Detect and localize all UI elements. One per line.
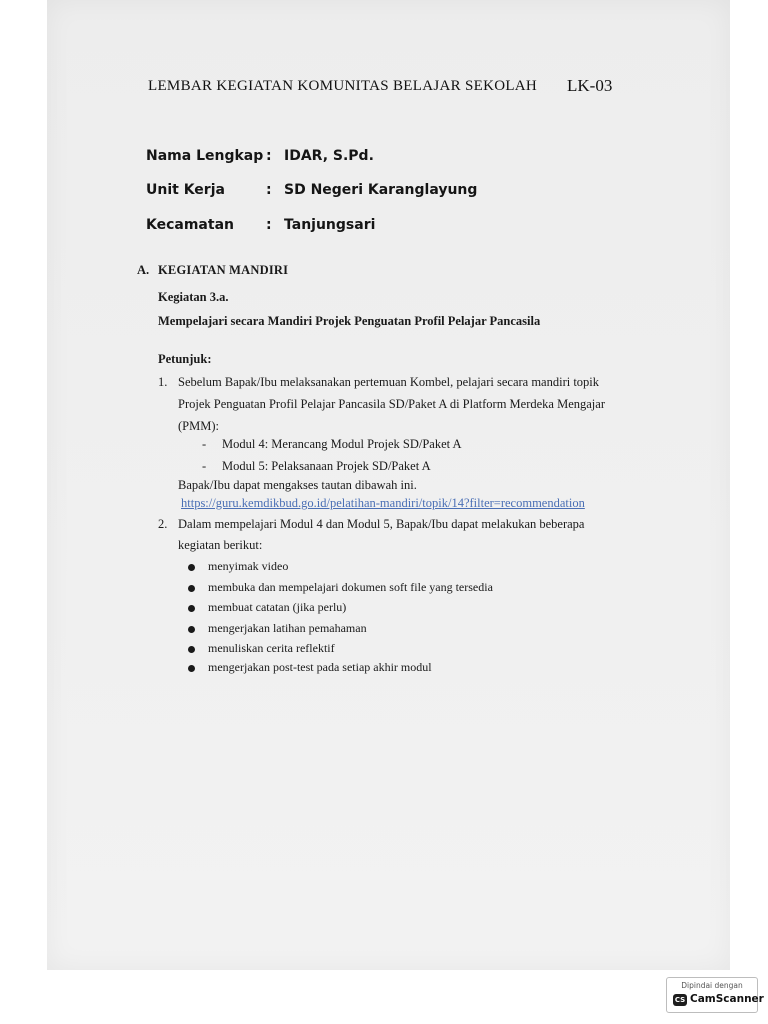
- bullet-icon: [188, 605, 195, 612]
- access-note: Bapak/Ibu dapat mengakses tautan dibawah ini.: [178, 478, 417, 492]
- identity-label: Kecamatan: [146, 217, 234, 233]
- dash-marker: -: [202, 437, 207, 451]
- identity-row-unit: [146, 182, 477, 198]
- instruction-line: Projek Penguatan Profil Pelajar Pancasila SD/Paket A di Platform Merdeka Mengajar: [178, 397, 605, 411]
- activity-item: mengerjakan post-test pada setiap akhir modul: [208, 660, 432, 674]
- module-item: Modul 5: Pelaksanaan Projek SD/Paket A: [222, 459, 431, 473]
- activity-item: menyimak video: [208, 559, 289, 573]
- pmm-link[interactable]: https://guru.kemdikbud.go.id/pelatihan-mandiri/topik/14?filter=recommendation: [181, 496, 585, 510]
- identity-row-name: [146, 148, 374, 164]
- camscanner-badge: [666, 977, 764, 1013]
- activity-label: Kegiatan 3.a.: [158, 290, 229, 304]
- activity-item: membuat catatan (jika perlu): [208, 600, 347, 614]
- document-code: LK-03: [567, 76, 613, 95]
- identity-label: Unit Kerja: [146, 182, 225, 198]
- activity-item: mengerjakan latihan pemahaman: [208, 621, 367, 635]
- section-letter: A.: [137, 263, 150, 277]
- instruction-number: 1.: [158, 375, 168, 389]
- module-item: Modul 4: Merancang Modul Projek SD/Paket A: [222, 437, 462, 451]
- identity-separator: :: [266, 182, 272, 198]
- instruction-number: 2.: [158, 517, 168, 531]
- instruction-line: (PMM):: [178, 419, 219, 433]
- activity-item: menuliskan cerita reflektif: [208, 641, 335, 655]
- bullet-icon: [188, 626, 195, 633]
- dash-marker: -: [202, 459, 207, 473]
- activity-title: Mempelajari secara Mandiri Projek Penguatan Profil Pelajar Pancasila: [158, 314, 541, 328]
- bullet-icon: [188, 585, 195, 592]
- identity-separator: :: [266, 148, 272, 164]
- identity-label: Nama Lengkap: [146, 148, 264, 164]
- camscanner-logo-icon: CS: [674, 996, 686, 1004]
- section-title: KEGIATAN MANDIRI: [158, 263, 289, 277]
- badge-caption: Dipindai dengan: [681, 981, 743, 990]
- instructions-heading: Petunjuk:: [158, 352, 212, 366]
- identity-value: SD Negeri Karanglayung: [284, 182, 478, 198]
- bullet-icon: [188, 665, 195, 672]
- badge-brand: CamScanner: [690, 993, 764, 1005]
- instruction-line: Sebelum Bapak/Ibu melaksanakan pertemuan Kombel, pelajari secara mandiri topik: [178, 375, 600, 389]
- instruction-line: kegiatan berikut:: [178, 538, 263, 552]
- bullet-icon: [188, 564, 195, 571]
- document-title: LEMBAR KEGIATAN KOMUNITAS BELAJAR SEKOLAH: [148, 78, 538, 94]
- bullet-icon: [188, 646, 195, 653]
- identity-value: IDAR, S.Pd.: [284, 148, 374, 164]
- identity-value: Tanjungsari: [284, 217, 376, 233]
- identity-separator: :: [266, 217, 272, 233]
- activity-item: membuka dan mempelajari dokumen soft file yang tersedia: [208, 580, 493, 594]
- identity-row-district: [146, 217, 375, 233]
- instruction-line: Dalam mempelajari Modul 4 dan Modul 5, Bapak/Ibu dapat melakukan beberapa: [178, 517, 585, 531]
